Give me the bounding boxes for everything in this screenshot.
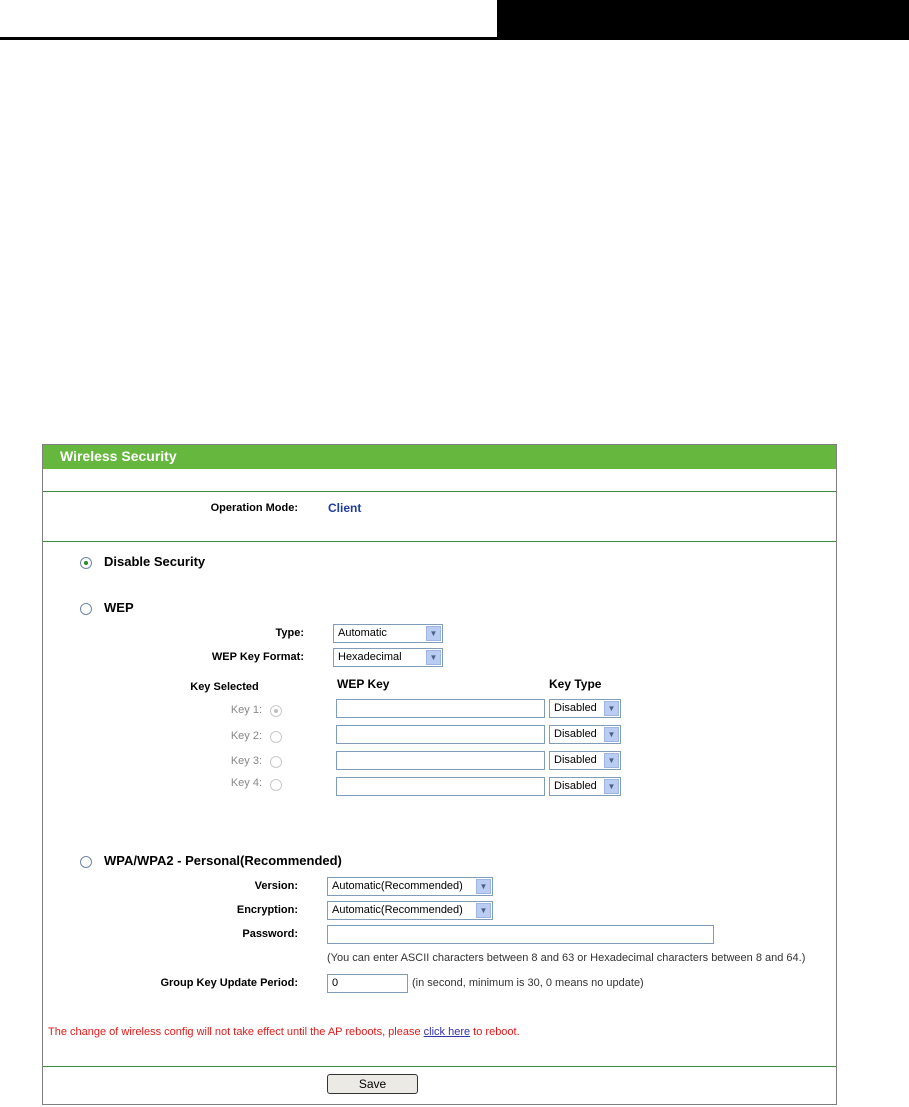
wpa-password-hint: (You can enter ASCII characters between 8 and 63 or Hexadecimal characters between 8 and 64.)	[327, 952, 806, 964]
wpa-version-select[interactable]	[327, 877, 493, 896]
divider-bottom	[43, 1066, 836, 1067]
chevron-down-icon: ▼	[476, 903, 491, 918]
key-label: Key 4:	[230, 777, 262, 789]
wireless-security-panel	[42, 444, 837, 1105]
chevron-down-icon: ▼	[604, 753, 619, 768]
panel-title: Wireless Security	[60, 448, 177, 464]
group-key-input[interactable]: 0	[327, 974, 408, 993]
reboot-text-after: to reboot.	[470, 1026, 520, 1038]
disable-security-label: Disable Security	[104, 554, 206, 569]
key-3-radio[interactable]	[270, 756, 282, 768]
chevron-down-icon: ▼	[476, 879, 491, 894]
save-button[interactable]: Save	[327, 1074, 418, 1094]
key-2-input[interactable]	[336, 725, 545, 744]
divider-top	[43, 491, 836, 492]
reboot-notice	[48, 1026, 520, 1038]
key-label: Key 2:	[230, 730, 262, 742]
wep-format-select[interactable]	[333, 648, 443, 667]
key-2-type-select[interactable]	[549, 725, 621, 744]
chevron-down-icon: ▼	[604, 727, 619, 742]
key-2-radio[interactable]	[270, 731, 282, 743]
divider-mode	[43, 541, 836, 542]
group-key-hint: (in second, minimum is 30, 0 means no update)	[412, 977, 644, 989]
reboot-link[interactable]: click here	[423, 1026, 471, 1038]
key-3-type-select[interactable]	[549, 751, 621, 770]
group-key-label: Group Key Update Period:	[160, 977, 298, 989]
wpa-version-label: Version:	[254, 880, 298, 892]
wep-type-value: Automatic	[338, 627, 387, 639]
wpa-encryption-value: Automatic(Recommended)	[332, 904, 463, 916]
wep-type-label: Type:	[275, 627, 304, 639]
chevron-down-icon: ▼	[426, 626, 441, 641]
key-1-type-select[interactable]	[549, 699, 621, 718]
col-key-selected: Key Selected	[190, 681, 259, 693]
key-1-radio[interactable]	[270, 705, 282, 717]
header-black-band	[497, 0, 909, 38]
col-wep-key: WEP Key	[337, 677, 390, 691]
reboot-text-before: The change of wireless config will not take effect until the AP reboots, please	[48, 1026, 424, 1038]
key-3-input[interactable]	[336, 751, 545, 770]
wpa-label: WPA/WPA2 - Personal(Recommended)	[104, 853, 342, 868]
key-label: Key 1:	[230, 704, 262, 716]
wep-format-value: Hexadecimal	[338, 651, 402, 663]
wpa-password-label: Password:	[242, 928, 298, 940]
wep-label: WEP	[104, 600, 134, 615]
wep-type-select[interactable]	[333, 624, 443, 643]
key-4-radio[interactable]	[270, 779, 282, 791]
key-type-value: Disabled	[554, 754, 597, 766]
key-type-value: Disabled	[554, 780, 597, 792]
header-rule	[0, 37, 909, 40]
chevron-down-icon: ▼	[426, 650, 441, 665]
chevron-down-icon: ▼	[604, 701, 619, 716]
key-label: Key 3:	[230, 755, 262, 767]
wep-format-label: WEP Key Format:	[211, 651, 304, 663]
key-type-value: Disabled	[554, 728, 597, 740]
wpa-password-input[interactable]	[327, 925, 714, 944]
disable-security-radio[interactable]	[80, 557, 92, 569]
wpa-radio[interactable]	[80, 856, 92, 868]
operation-mode-value: Client	[328, 501, 362, 515]
wpa-encryption-select[interactable]	[327, 901, 493, 920]
operation-mode-label: Operation Mode:	[210, 502, 298, 514]
wpa-version-value: Automatic(Recommended)	[332, 880, 463, 892]
key-1-input[interactable]	[336, 699, 545, 718]
chevron-down-icon: ▼	[604, 779, 619, 794]
wpa-encryption-label: Encryption:	[236, 904, 298, 916]
key-4-type-select[interactable]	[549, 777, 621, 796]
key-type-value: Disabled	[554, 702, 597, 714]
wep-radio[interactable]	[80, 603, 92, 615]
key-4-input[interactable]	[336, 777, 545, 796]
col-key-type: Key Type	[549, 677, 602, 691]
